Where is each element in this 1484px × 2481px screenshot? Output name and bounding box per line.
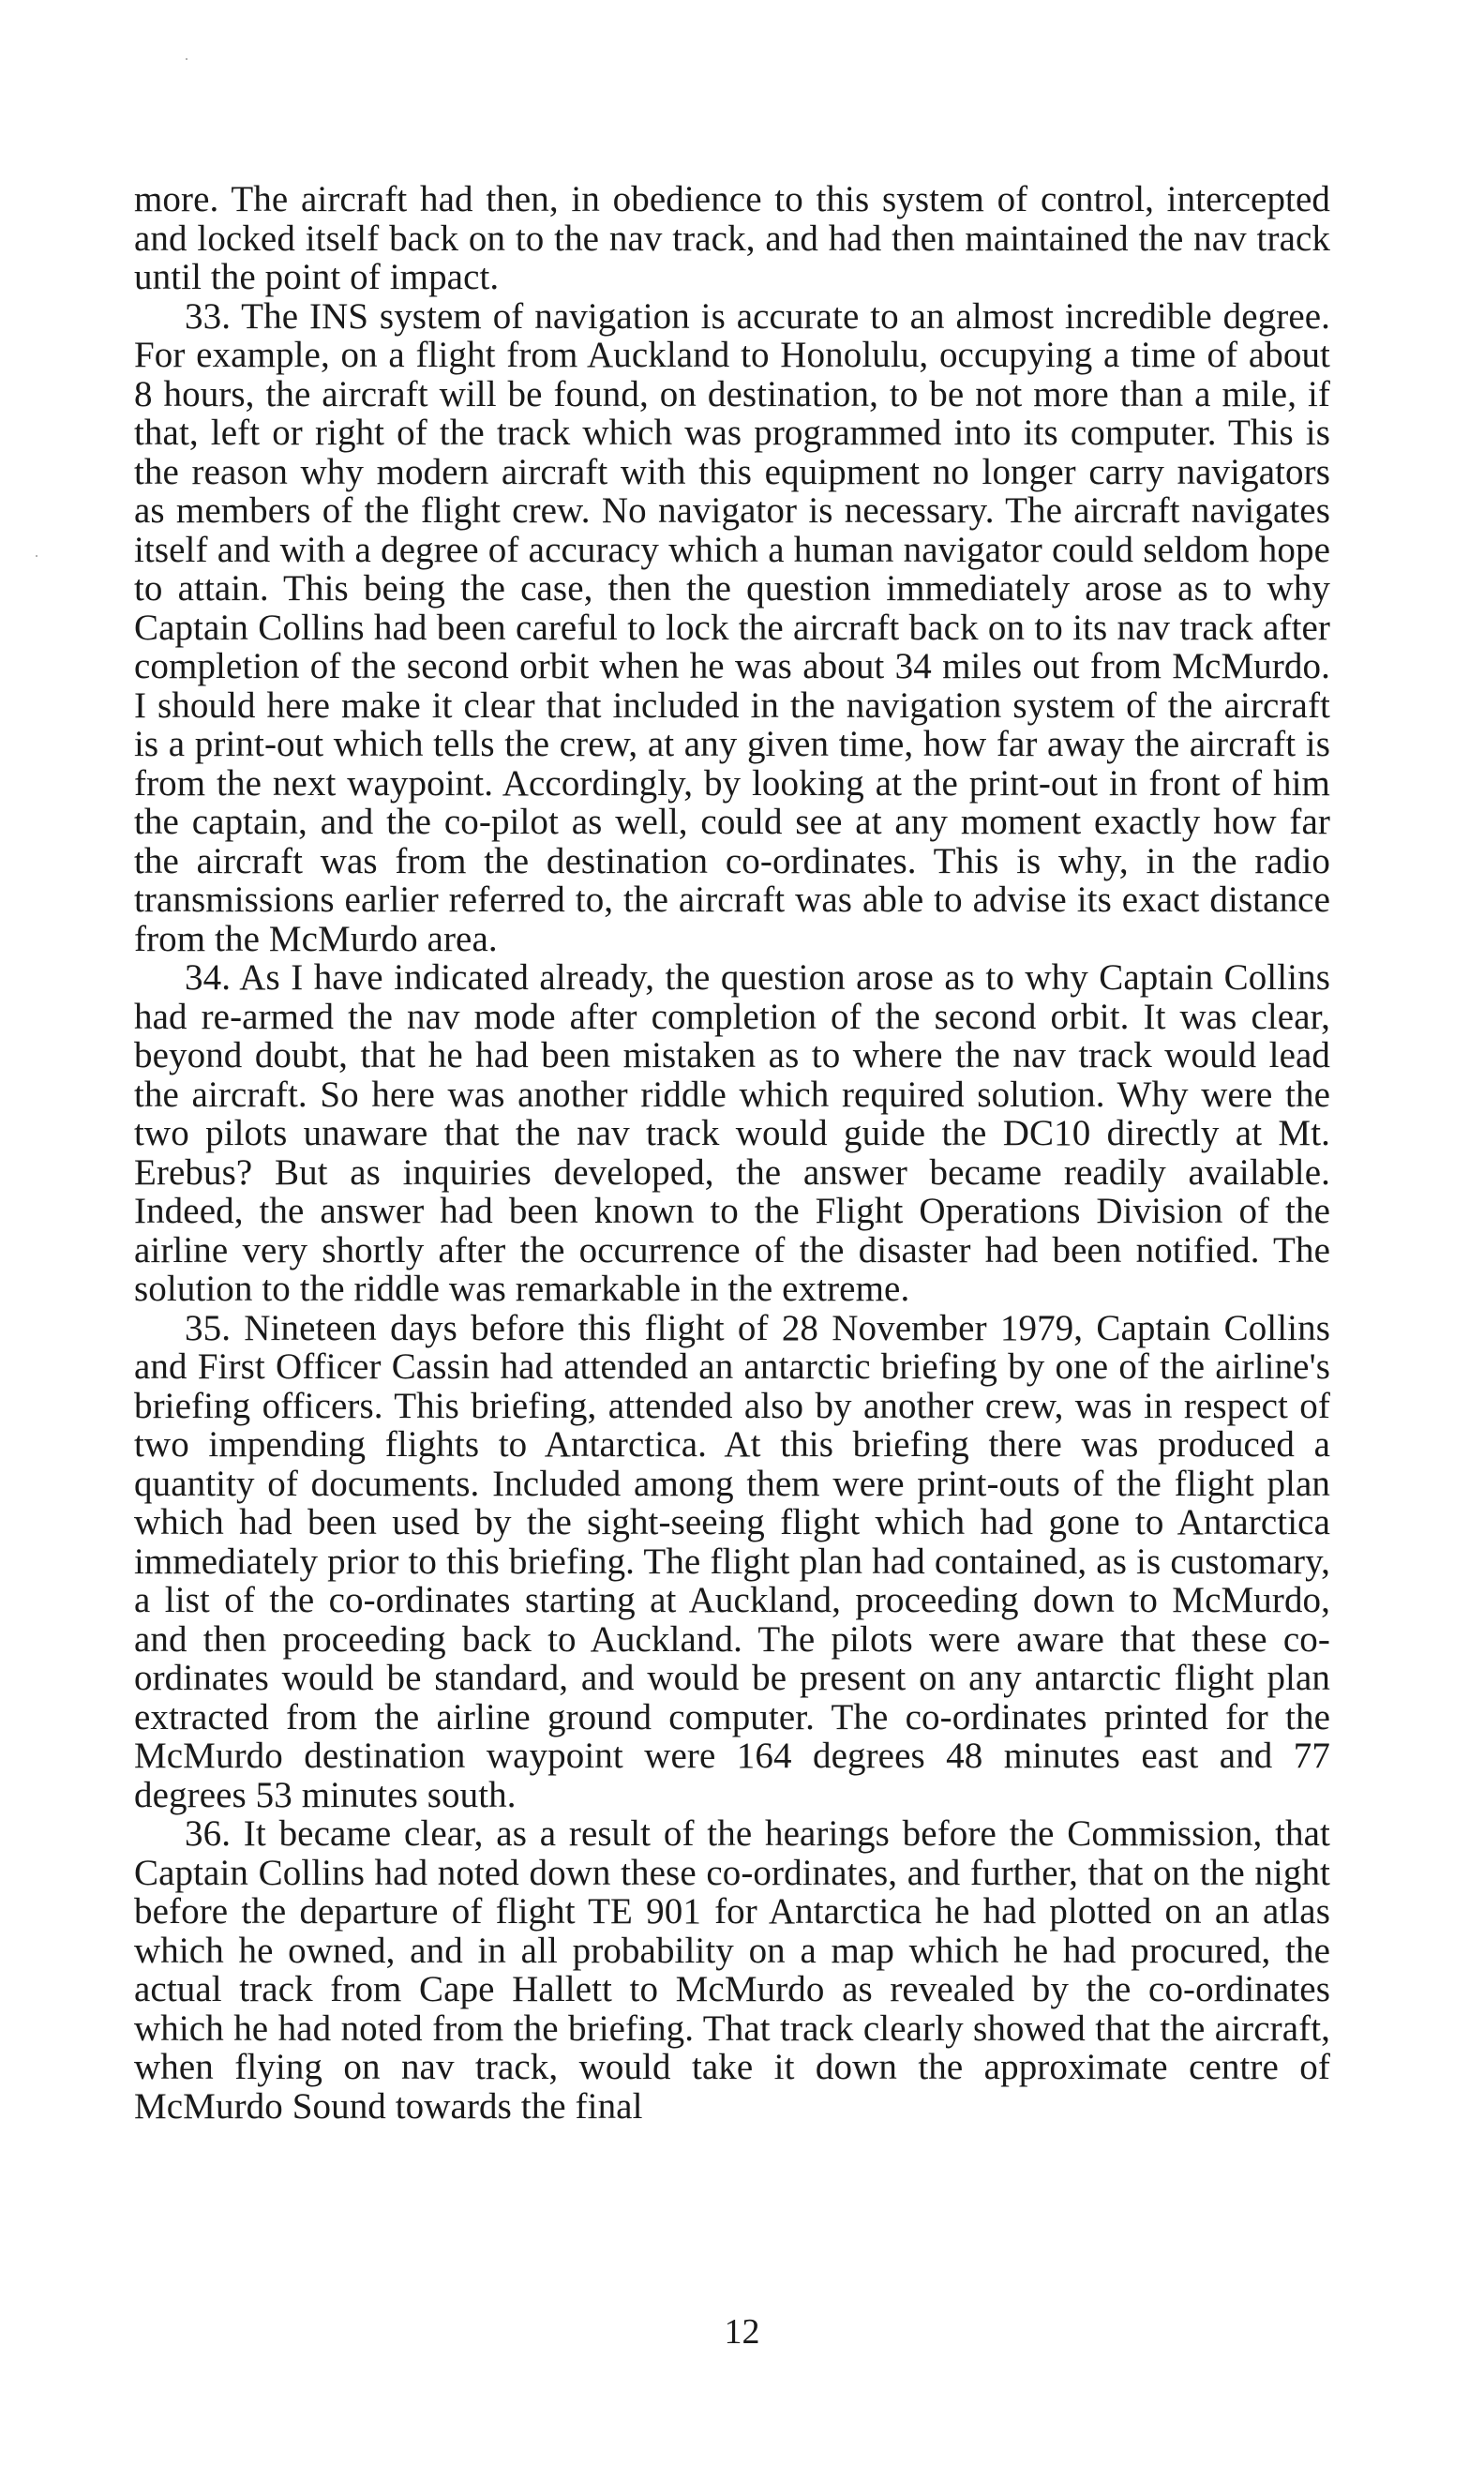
scan-speck <box>186 58 187 60</box>
paragraph-35: 35. Nineteen days before this flight of 28 November 1979, Captain Collins and First Officer Cassin had attended an antarctic briefing by one of the airline's briefing officers. This briefing, attended also by another crew, was in respect of two impending flights to Antarctica. At this briefing there was produced a quantity of documents. Included among them were print-outs of the flight plan which had been used by the sight-seeing flight which had gone to Antarctica immediately prior to this briefing. The flight plan had contained, as is customary, a list of the co-ordinates starting at Auckland, proceeding down to McMurdo, and then proceeding back to Auckland. The pilots were aware that these co-ordinates would be standard, and would be present on any antarctic flight plan extracted from the airline ground computer. The co-ordinates printed for the McMurdo destination waypoint were 164 degrees 48 minutes east and 77 degrees 53 minutes south. <box>134 1307 1330 1815</box>
body-text <box>134 180 1330 2126</box>
scan-speck <box>36 555 37 557</box>
paragraph-continuation: more. The aircraft had then, in obedience to this system of control, intercepted and locked itself back on to the nav track, and had then maintained the nav track until the point of impact. <box>134 179 1330 297</box>
paragraph-33: 33. The INS system of navigation is accurate to an almost incredible degree. For example, on a flight from Auckland to Honolulu, occupying a time of about 8 hours, the aircraft will be found, on destination, to be not more than a mile, if that, left or right of the track which was programmed into its computer. This is the reason why modern aircraft with this equipment no longer carry navigators as members of the flight crew. No navigator is necessary. The aircraft navigates itself and with a degree of accuracy which a human navigator could seldom hope to attain. This being the case, then the question immediately arose as to why Captain Collins had been careful to lock the aircraft back on to its nav track after completion of the second orbit when he was about 34 miles out from McMurdo. I should here make it clear that included in the navigation system of the aircraft is a print-out which tells the crew, at any given time, how far away the aircraft is from the next waypoint. Accordingly, by looking at the print-out in front of him the captain, and the co-pilot as well, could see at any moment exactly how far the aircraft was from the destination co-ordinates. This is why, in the radio transmissions earlier referred to, the aircraft was able to advise its exact distance from the McMurdo area. <box>134 295 1330 959</box>
paragraph-36: 36. It became clear, as a result of the hearings before the Commission, that Captain Collins had noted down these co-ordinates, and further, that on the night before the departure of flight TE 901 for Antarctica he had plotted on an atlas which he owned, and in all probability on a map which he had procured, the actual track from Cape Hallett to McMurdo as revealed by the co-ordinates which he had noted from the briefing. That track clearly showed that the aircraft, when flying on nav track, would take it down the approximate centre of McMurdo Sound towards the final <box>134 1813 1330 2127</box>
page-number: 12 <box>724 2312 760 2352</box>
paragraph-34: 34. As I have indicated already, the question arose as to why Captain Collins had re-armed the nav mode after completion of the second orbit. It was clear, beyond doubt, that he had been mistaken as to where the nav track would lead the aircraft. So here was another riddle which required solution. Why were the two pilots unaware that the nav track would guide the DC10 directly at Mt. Erebus? But as inquiries developed, the answer became readily available. Indeed, the answer had been known to the Flight Operations Division of the airline very shortly after the occurrence of the disaster had been notified. The solution to the riddle was remarkable in the extreme. <box>134 957 1330 1309</box>
